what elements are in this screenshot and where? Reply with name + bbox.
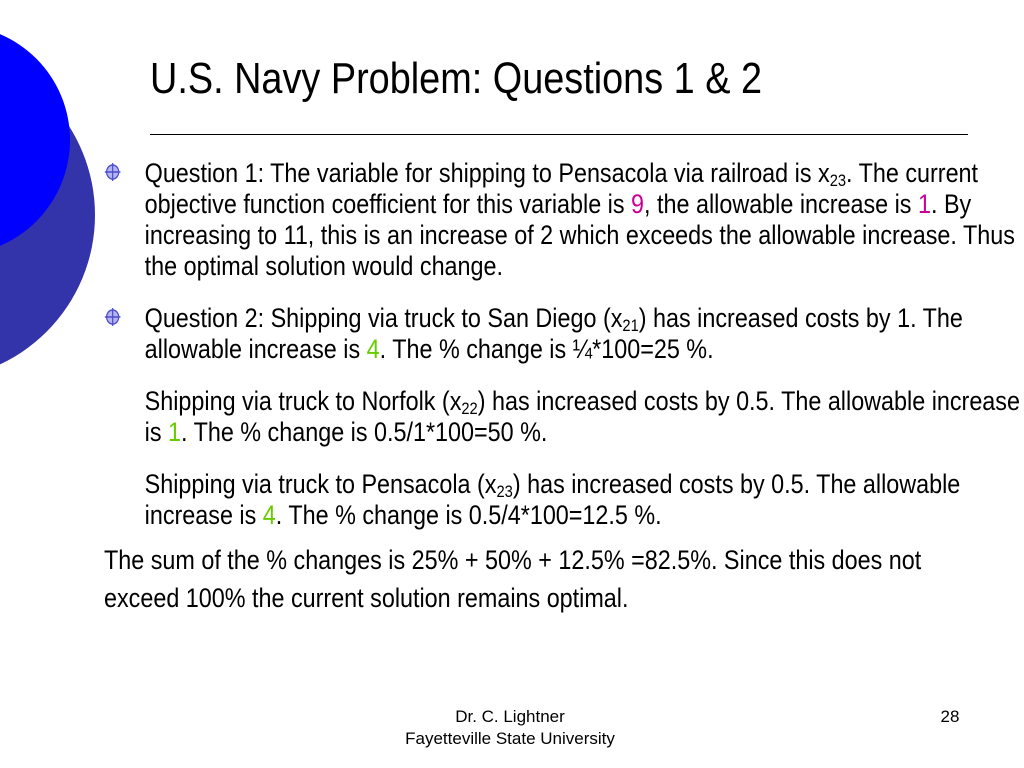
q2-allowable-increase-value: 4 bbox=[366, 334, 380, 364]
p2-text-c: . The % change is 0.5/1*100=50 %. bbox=[181, 417, 548, 447]
footer-author: Dr. C. Lightner bbox=[455, 707, 565, 726]
q1-text-d: . By increasing to 11, this is an increase of 2 which exceeds the allowable increase. Thus the optimal solution would change. bbox=[144, 189, 1015, 281]
question-1-text bbox=[145, 158, 1023, 282]
q1-coefficient-value: 9 bbox=[631, 189, 645, 219]
bullet-question-2 bbox=[104, 303, 1023, 531]
p3-text-a: Shipping via truck to Pensacola (x bbox=[144, 469, 497, 499]
title-divider bbox=[150, 134, 968, 135]
footer bbox=[340, 706, 680, 750]
question-2-text bbox=[145, 303, 1023, 365]
p3-subscript: 23 bbox=[496, 482, 513, 501]
target-bullet-icon bbox=[104, 307, 121, 327]
p3-text-b: ) has increased costs by 0.5. The allowable increase is bbox=[144, 469, 961, 530]
norfolk-paragraph bbox=[145, 386, 1023, 448]
p3-text-c: . The % change is 0.5/4*100=12.5 %. bbox=[275, 500, 662, 530]
q1-text-b: . The current objective function coefficient for this variable is bbox=[144, 158, 979, 219]
q1-text-a: Question 1: The variable for shipping to Pensacola via railroad is x bbox=[144, 158, 830, 188]
summary-text: The sum of the % changes is 25% + 50% + 12.5% =82.5%. Since this does not exceed 100% the current solution remains optimal. bbox=[104, 545, 922, 613]
footer-institution: Fayetteville State University bbox=[405, 729, 615, 748]
slide-content bbox=[104, 158, 1020, 617]
bullet-question-1 bbox=[104, 158, 1023, 282]
q2-subscript: 21 bbox=[622, 316, 639, 335]
q1-allowable-increase-value: 1 bbox=[917, 189, 931, 219]
q2-text-a: Question 2: Shipping via truck to San Diego (x bbox=[144, 303, 623, 333]
p3-allowable-increase-value: 4 bbox=[262, 500, 276, 530]
q2-text-c: . The % change is ¼*100=25 %. bbox=[379, 334, 714, 364]
q1-subscript: 23 bbox=[829, 171, 847, 190]
q1-text-c: , the allowable increase is bbox=[644, 189, 918, 219]
q2-text-b: ) has increased costs by 1. The allowable increase is bbox=[144, 303, 963, 364]
target-bullet-icon bbox=[104, 162, 121, 182]
pensacola-paragraph bbox=[145, 469, 1023, 531]
p2-text-a: Shipping via truck to Norfolk (x bbox=[144, 386, 462, 416]
p2-subscript: 22 bbox=[461, 399, 478, 418]
p2-text-b: ) has increased costs by 0.5. The allowable increase is bbox=[144, 386, 1020, 447]
page-number: 28 bbox=[940, 707, 960, 726]
p2-allowable-increase-value: 1 bbox=[168, 417, 182, 447]
slide-title: U.S. Navy Problem: Questions 1 & 2 bbox=[150, 54, 763, 103]
